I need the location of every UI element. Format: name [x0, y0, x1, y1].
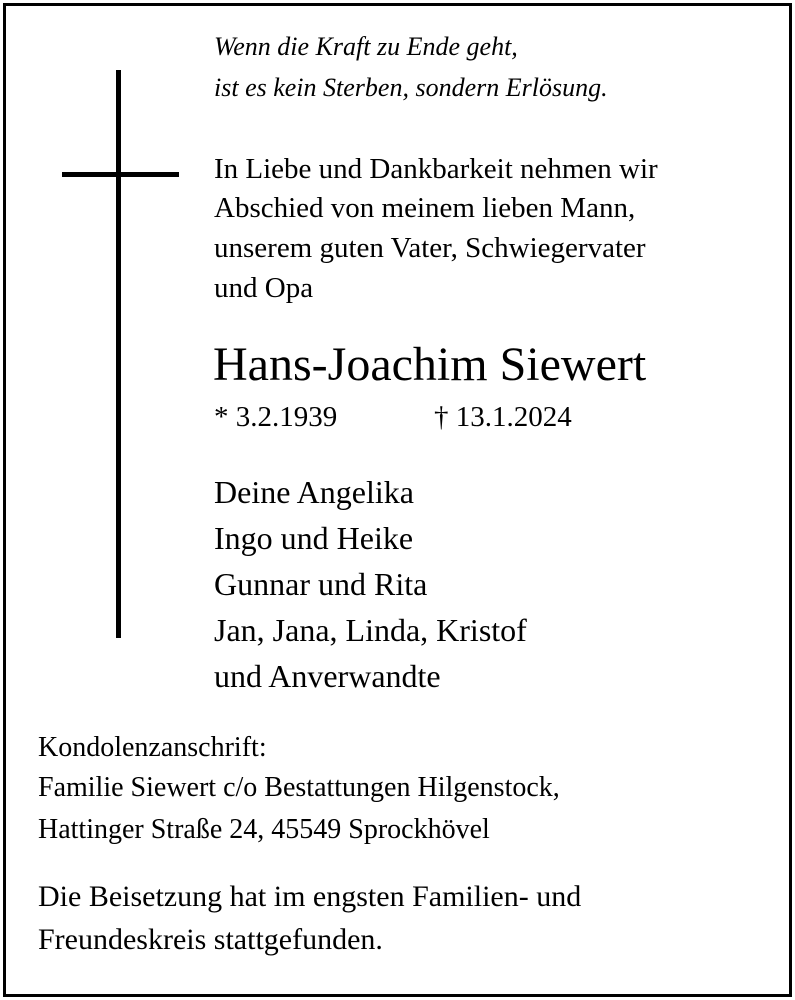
death-date: † 13.1.2024: [434, 401, 572, 433]
intro-line-1: In Liebe und Dankbarkeit nehmen wir: [214, 153, 658, 185]
intro-line-2: Abschied von meinem lieben Mann,: [214, 192, 636, 224]
birth-date: * 3.2.1939: [214, 401, 338, 433]
condolence-label: Kondolenzanschrift:: [38, 732, 267, 763]
mourner-line-4: Jan, Jana, Linda, Kristof: [214, 612, 527, 648]
motto-line-1: Wenn die Kraft zu Ende geht,: [214, 32, 518, 61]
intro-line-4: und Opa: [214, 272, 314, 304]
mourner-line-3: Gunnar und Rita: [214, 566, 428, 602]
condolence-line-2: Hattinger Straße 24, 45549 Sprockhövel: [38, 814, 490, 845]
condolence-line-1: Familie Siewert c/o Bestattungen Hilgenstock,: [38, 772, 560, 803]
mourner-line-1: Deine Angelika: [214, 474, 414, 510]
cross-icon: [116, 70, 121, 638]
intro-line-3: unserem guten Vater, Schwiegervater: [214, 232, 646, 264]
burial-note-line-2: Freundeskreis stattgefunden.: [38, 923, 383, 956]
burial-note-line-1: Die Beisetzung hat im engsten Familien- und: [38, 880, 582, 913]
motto-line-2: ist es kein Sterben, sondern Erlösung.: [214, 73, 608, 102]
mourner-line-2: Ingo und Heike: [214, 520, 414, 556]
mourner-line-5: und Anverwandte: [214, 658, 441, 694]
deceased-name: Hans-Joachim Siewert: [213, 338, 647, 391]
cross-icon-beam: [62, 172, 179, 177]
